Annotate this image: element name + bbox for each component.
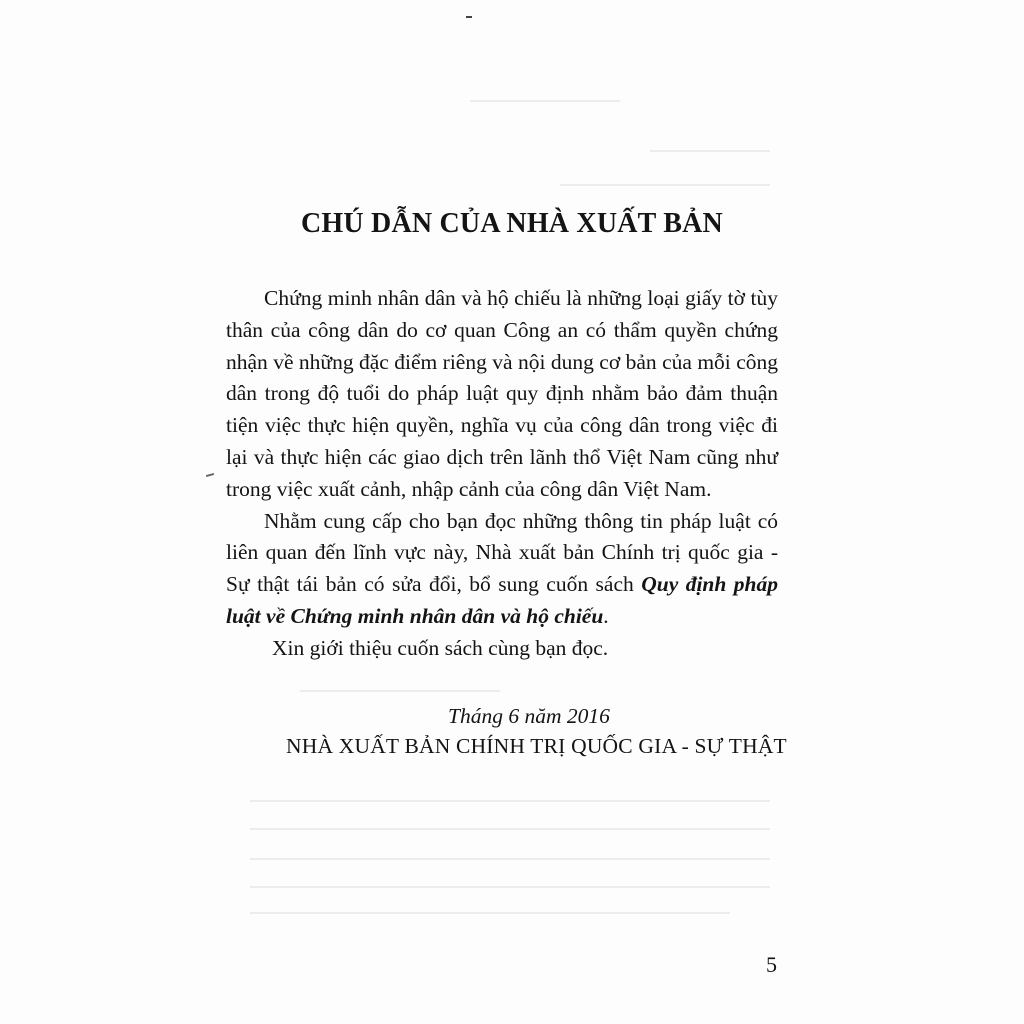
paragraph-2-start: Nhằm cung cấp cho bạn đọc những thông tin pháp luật có liên quan đến lĩnh vực này, Nhà xuất bản Chính trị quốc gia - Sự thật tái bản có sửa đổi, bổ sung cuốn sách	[226, 508, 778, 597]
page-title: CHÚ DẪN CỦA NHÀ XUẤT BẢN	[301, 208, 723, 239]
paragraph-2	[226, 506, 778, 633]
paragraph-2-end: .	[603, 603, 609, 628]
publisher-name: NHÀ XUẤT BẢN CHÍNH TRỊ QUỐC GIA - SỰ THẬT	[286, 734, 787, 758]
top-print-mark	[466, 16, 472, 18]
page-number: 5	[766, 952, 777, 977]
publication-date: Tháng 6 năm 2016	[448, 704, 610, 728]
closing-line: Xin giới thiệu cuốn sách cùng bạn đọc.	[272, 635, 609, 660]
side-print-mark	[206, 473, 214, 477]
book-title: Quy định pháp luật về Chứng minh nhân dân và hộ chiếu	[226, 572, 779, 628]
foreword-body	[226, 283, 778, 665]
paragraph-1: Chứng minh nhân dân và hộ chiếu là những loại giấy tờ tùy thân của công dân do cơ quan Công an có thẩm quyền chứng nhận về những đặc điểm riêng và nội dung cơ bản của mỗi công dân trong độ tuổi do pháp luật quy định nhằm bảo đảm thuận tiện việc thực hiện quyền, nghĩa vụ của công dân trong việc đi lại và thực hiện các giao dịch trên lãnh thổ Việt Nam cũng như trong việc xuất cảnh, nhập cảnh của công dân Việt Nam.	[226, 286, 778, 501]
